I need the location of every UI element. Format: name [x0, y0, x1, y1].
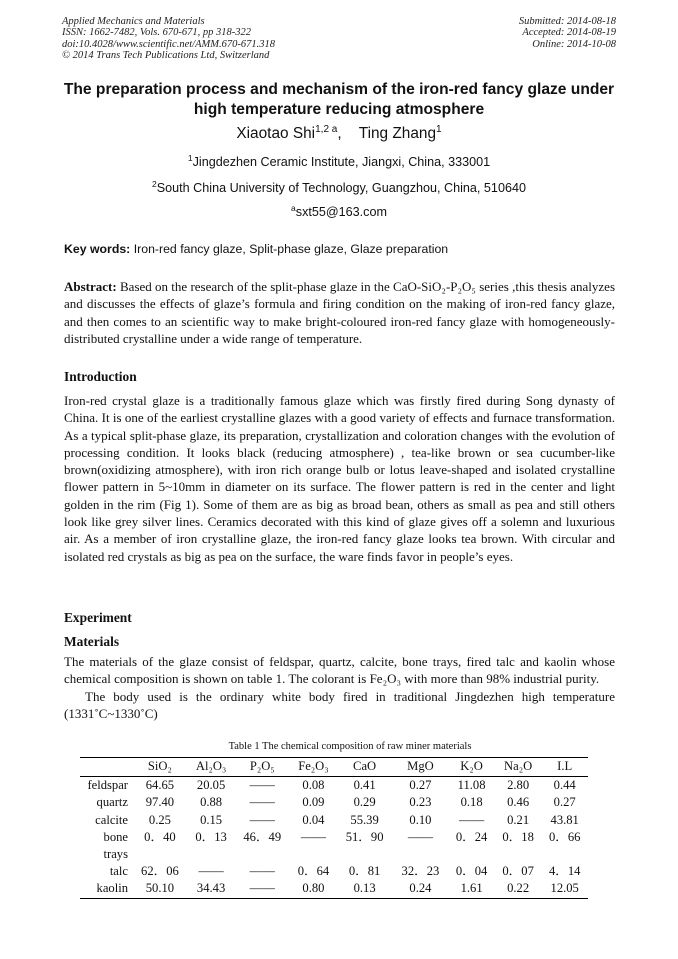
- submitted-date: Submitted: 2014-08-18: [518, 16, 616, 27]
- author-superscript: 1: [436, 124, 442, 135]
- table-cell: 50.10: [132, 880, 188, 898]
- table-cell: 0.88: [200, 795, 223, 810]
- affiliation-2: $^2$South China University of Technology, Guangzhou, China, 510640: [152, 179, 526, 196]
- table-caption: Table 1 The chemical composition of raw miner materials: [228, 741, 472, 752]
- abstract-text: Based on the research of the split-phase glaze in the CaO-SiO₂-P₂O₅ series ,this thesis analyzes and discusses the effects of glaze’s formula and firing condition on the making of iron-red fancy glaze, and then comes to an scientific way to make bright-coloured iron-red fancy glaze with homogeneously-distributed crystalline under a wide range of temperature.: [64, 279, 616, 346]
- table-cell: 0.23: [409, 795, 432, 810]
- table-cell: ——: [198, 864, 224, 879]
- table-row: [80, 829, 588, 863]
- table-cell: 0．18: [502, 829, 534, 844]
- table-cell: 0．66: [548, 829, 581, 844]
- table-cell: 51．90: [345, 829, 384, 844]
- table-cell: 0.15: [200, 812, 223, 827]
- table-cell: ——: [234, 880, 290, 898]
- keywords: [64, 242, 448, 256]
- table-cell: 0.80: [290, 880, 337, 898]
- row-label: feldspar: [87, 778, 128, 793]
- journal-issn: ISSN: 1662-7482, Vols. 670-671, pp 318-322: [62, 27, 251, 39]
- table-cell: ——: [249, 812, 275, 827]
- journal-doi: doi:10.4028/www.scientific.net/AMM.670-671.318: [62, 38, 275, 50]
- table-row: [80, 880, 588, 898]
- table-cell: 0.44: [553, 778, 576, 793]
- table-cell: 0.18: [460, 795, 483, 810]
- table-row: [80, 863, 588, 880]
- table-cell: 0.46: [507, 795, 530, 810]
- author-email: $^a$sxt55@163.com: [291, 203, 387, 220]
- table-cell: 64.65: [145, 778, 175, 793]
- table-cell: 0.09: [302, 795, 325, 810]
- table-cell: 2.80: [507, 778, 530, 793]
- table-cell: 0.27: [409, 778, 432, 793]
- table-cell: ——: [249, 864, 275, 879]
- table-cell: 0．07: [502, 864, 534, 879]
- table-cell: 12.05: [541, 880, 588, 898]
- affiliation-1: $^1$Jingdezhen Ceramic Institute, Jiangxi, China, 333001: [187, 153, 491, 170]
- table-cell: 0．64: [297, 864, 330, 879]
- composition-table: [80, 757, 588, 899]
- column-header: P₂O₅: [234, 758, 290, 777]
- table-cell: 0.27: [553, 795, 576, 810]
- column-header: MgO: [393, 758, 449, 777]
- table-cell: ——: [459, 812, 485, 827]
- column-header: Fe₂O₃: [290, 758, 337, 777]
- table-cell: 11.08: [457, 778, 486, 793]
- table-cell: 46．49: [243, 829, 282, 844]
- table-cell: 97.40: [145, 795, 175, 810]
- abstract: Abstract: Based on the research of the split-phase glaze in the CaO-SiO₂-P₂O₅ series ,this thesis analyzes and discusses the effects of glaze’s formula and firing condition on the making of iron-red fancy glaze, and then comes to an scientific way to make bright-coloured iron-red fancy glaze with homogeneously-distributed crystalline under a wide range of temperature.: [64, 279, 616, 346]
- row-label: talc: [109, 864, 128, 879]
- keywords-label: Key words:: [64, 242, 131, 256]
- table-cell: 0．40: [144, 829, 176, 844]
- experiment-heading: Experiment: [64, 610, 132, 625]
- table-cell: 0.13: [337, 880, 393, 898]
- table-row: [80, 794, 588, 811]
- journal-copyright: © 2014 Trans Tech Publications Ltd, Switzerland: [62, 49, 270, 61]
- column-header: Al₂O₃: [188, 758, 235, 777]
- table-cell: 0．81: [348, 864, 381, 879]
- author-superscript: 1,2 a: [315, 124, 338, 135]
- row-label: bone trays: [103, 829, 128, 862]
- table-cell: 43.81: [550, 812, 579, 827]
- table-cell: 20.05: [196, 778, 226, 793]
- dates-header: [519, 16, 616, 50]
- table-cell: ——: [249, 795, 275, 810]
- table-cell: 0.41: [353, 778, 376, 793]
- table-cell: 1.61: [448, 880, 495, 898]
- table-header-row: [80, 758, 588, 777]
- table-row: [80, 777, 588, 795]
- table-cell: 0．24: [455, 829, 488, 844]
- row-label: kaolin: [80, 880, 132, 898]
- table-cell: 4．14: [548, 864, 581, 879]
- table-cell: ——: [407, 829, 434, 844]
- table-cell: 0.04: [302, 812, 325, 827]
- table-cell: 55.39: [350, 812, 379, 827]
- column-header: SiO₂: [132, 758, 188, 777]
- online-date: Online: 2014-10-08: [532, 38, 616, 50]
- author-line: Xiaotao Shi$^{1,2 a}$, Ting Zhang$^1$: [236, 124, 442, 143]
- table-cell: 0．13: [195, 829, 227, 844]
- table-cell: ——: [300, 829, 327, 844]
- keywords-text: Iron-red fancy glaze, Split-phase glaze, Glaze preparation: [133, 242, 449, 256]
- accepted-date: Accepted: 2014-08-19: [522, 27, 616, 39]
- journal-name: Applied Mechanics and Materials: [62, 16, 205, 27]
- table-cell: 0.22: [495, 880, 542, 898]
- author-name: Ting Zhang: [358, 125, 437, 143]
- table-cell: 0.08: [302, 778, 325, 793]
- table-cell: 0．04: [455, 864, 488, 879]
- abstract-label: Abstract: [64, 279, 113, 294]
- materials-heading: Materials: [64, 634, 120, 649]
- row-label: quartz: [96, 795, 128, 810]
- table-row: [80, 812, 588, 829]
- author-name: Xiaotao Shi: [236, 125, 316, 143]
- table-cell: 0.24: [393, 880, 449, 898]
- column-header: CaO: [337, 758, 393, 777]
- materials-text: The materials of the glaze consist of feldspar, quartz, calcite, bone trays, fired talc and kaolin whose chemical composition is shown on table 1. The colorant is Fe₂O₃ with more than 98% industrial purity. The body used is the ordinary white body fired in traditional Jingdezhen high temperature (1331˚C~1330˚C): [64, 654, 615, 721]
- table-cell: 0.21: [507, 812, 530, 827]
- table-cell: 0.25: [148, 812, 171, 827]
- table-body: [80, 777, 588, 898]
- table-cell: ——: [249, 778, 275, 793]
- column-header: I.L: [541, 758, 588, 777]
- introduction-text: Iron-red crystal glaze is a traditionally famous glaze which was firstly fired during Song dynasty of China. It is one of the earliest crystalline glazes with a good variety of effects and furnace transformation. As a typical split-phase glaze, its preparation, crystallization and coloration changes with the evolution of processing condition. It looks black (reducing atmosphere) , tea-like brown or sea cucumber-like brown(oxidizing atmosphere), with iron rich orange bulb or lotus leave-shaped and isolated crystalline flower pattern in 5~10mm in diameter on its surface. The flower pattern is red in the center and light golden in the rim (Fig 1). Some of them are as big as broad bean, others as small as pea and still others look like grey silver lines. Ceramics decorated with this kind of glaze gives off a solemn and luxurious air. As a member of iron crystalline glaze, the iron-red fancy glaze looks tea brown. With circular and isolated red crystals as big as pea on the surface, the ware finds favor in people’s eyes.: [64, 393, 615, 564]
- table-cell: 34.43: [188, 880, 235, 898]
- paper-title: The preparation process and mechanism of the iron-red fancy glaze under high temperature reducing atmosphere: [63, 81, 615, 118]
- table-cell: 32．23: [401, 864, 440, 879]
- column-header: Na₂O: [495, 758, 542, 777]
- row-label: calcite: [95, 812, 128, 827]
- column-header: K₂O: [448, 758, 495, 777]
- table-cell: 0.29: [353, 795, 376, 810]
- introduction-heading: Introduction: [64, 369, 137, 384]
- journal-header: [62, 16, 275, 61]
- table-cell: 62．06: [141, 864, 179, 879]
- table-cell: 0.10: [409, 812, 432, 827]
